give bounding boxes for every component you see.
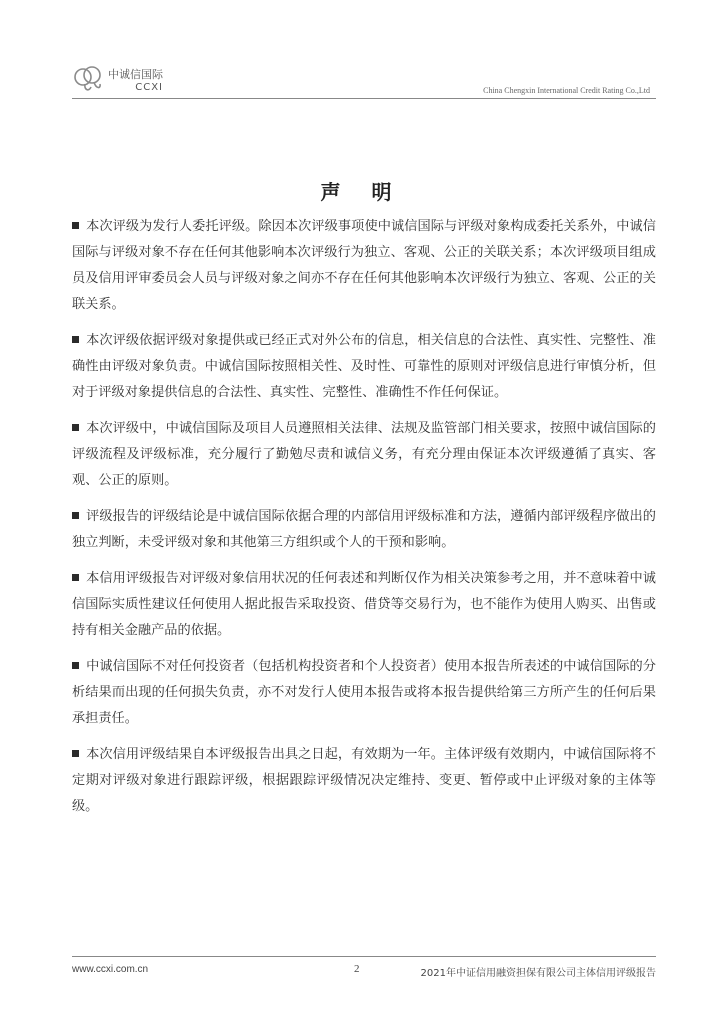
- page-footer: [72, 956, 656, 982]
- footer-divider: [72, 956, 656, 957]
- square-bullet-icon: [72, 424, 79, 431]
- statement-paragraph: 中诚信国际不对任何投资者（包括机构投资者和个人投资者）使用本报告所表述的中诚信国际的分析结果而出现的任何损失负责，亦不对发行人使用本报告或将本报告提供给第三方所产生的任何后果承担责任。: [72, 659, 656, 726]
- page-number: 2: [354, 963, 360, 975]
- logo-text: [108, 68, 163, 94]
- square-bullet-icon: [72, 662, 79, 669]
- logo-cn: 中诚信国际: [108, 68, 163, 81]
- statement-paragraph: 本次信用评级结果自本评级报告出具之日起，有效期为一年。主体评级有效期内，中诚信国际将不定期对评级对象进行跟踪评级，根据跟踪评级情况决定维持、变更、暂停或中止评级对象的主体等级。: [72, 747, 656, 814]
- footer-report-title: 2021年中证信用融资担保有限公司主体信用评级报告: [420, 968, 656, 979]
- square-bullet-icon: [72, 222, 79, 229]
- statement-paragraph: 本次评级依据评级对象提供或已经正式对外公布的信息，相关信息的合法性、真实性、完整性、准确性由评级对象负责。中诚信国际按照相关性、及时性、可靠性的原则对评级信息进行审慎分析，但对于评级对象提供信息的合法性、真实性、完整性、准确性不作任何保证。: [72, 333, 656, 400]
- statement-paragraph: 本信用评级报告对评级对象信用状况的任何表述和判断仅作为相关决策参考之用，并不意味着中诚信国际实质性建议任何使用人据此报告采取投资、借贷等交易行为，也不能作为使用人购买、出售或持有相关金融产品的依据。: [72, 571, 656, 638]
- statement-paragraph: 评级报告的评级结论是中诚信国际依据合理的内部信用评级标准和方法，遵循内部评级程序做出的独立判断，未受评级对象和其他第三方组织或个人的干预和影响。: [72, 509, 656, 550]
- company-english-name: China Chengxin International Credit Rating Co.,Ltd: [483, 86, 650, 95]
- statement-paragraph: 本次评级中，中诚信国际及项目人员遵照相关法律、法规及监管部门相关要求，按照中诚信国际的评级流程及评级标准，充分履行了勤勉尽责和诚信义务，有充分理由保证本次评级遵循了真实、客观、公正的原则。: [72, 421, 656, 488]
- square-bullet-icon: [72, 574, 79, 581]
- statement-body: [72, 214, 656, 830]
- ccxi-logo-icon: [72, 62, 106, 96]
- header-divider: [72, 98, 656, 99]
- footer-website: www.ccxi.com.cn: [72, 964, 149, 975]
- square-bullet-icon: [72, 750, 79, 757]
- square-bullet-icon: [72, 512, 79, 519]
- logo-en: CCXI: [135, 82, 163, 93]
- square-bullet-icon: [72, 336, 79, 343]
- page-title: 声 明: [320, 180, 404, 204]
- statement-paragraph: 本次评级为发行人委托评级。除因本次评级事项使中诚信国际与评级对象构成委托关系外，中诚信国际与评级对象不存在任何其他影响本次评级行为独立、客观、公正的关联关系；本次评级项目组成员及信用评审委员会人员与评级对象之间亦不存在任何其他影响本次评级行为独立、客观、公正的关联关系。: [72, 219, 656, 312]
- page-header: [72, 62, 656, 102]
